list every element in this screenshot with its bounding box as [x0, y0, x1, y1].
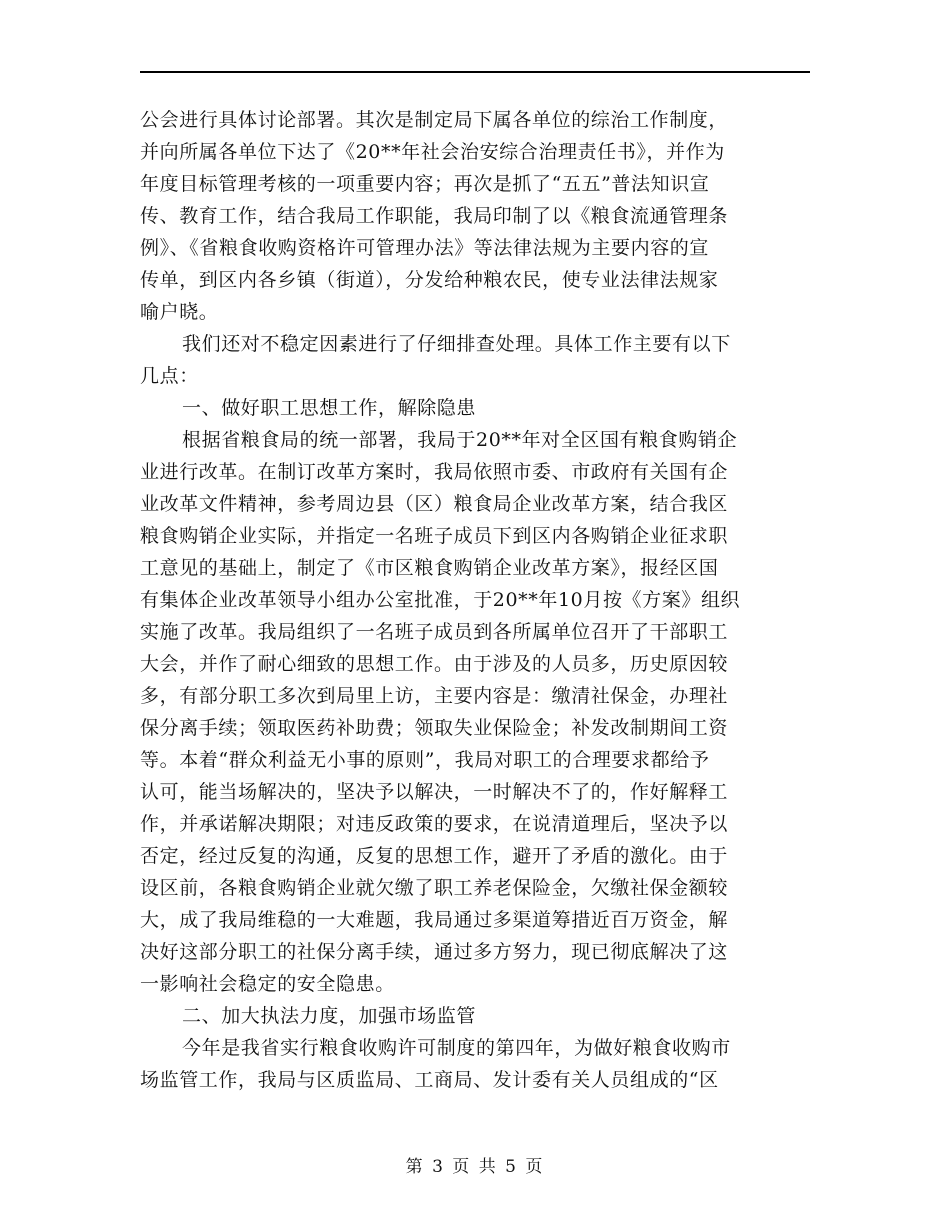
- paragraph-line: 业进行改革。在制订改革方案时，我局依照市委、市政府有关国有企: [140, 461, 729, 483]
- paragraph-line: 决好这部分职工的社保分离手续，通过多方努力，现已彻底解决了这: [140, 941, 729, 963]
- paragraph-line: 认可，能当场解决的，坚决予以解决，一时解决不了的，作好解释工: [140, 781, 729, 803]
- paragraph-line: 多，有部分职工多次到局里上访，主要内容是：缴清社保金，办理社: [140, 685, 729, 707]
- paragraph-line: 有集体企业改革领导小组办公室批准，于20**年10月按《方案》组织: [140, 589, 741, 611]
- paragraph-line: 年度目标管理考核的一项重要内容；再次是抓了“五五”普法知识宣: [140, 173, 710, 195]
- paragraph-line: 实施了改革。我局组织了一名班子成员到各所属单位召开了干部职工: [140, 621, 729, 643]
- paragraph-line: 场监管工作，我局与区质监局、工商局、发计委有关人员组成的“区: [140, 1069, 719, 1091]
- paragraph-line: 大，成了我局维稳的一大难题，我局通过多渠道筹措近百万资金，解: [140, 909, 729, 931]
- paragraph-line: 大会，并作了耐心细致的思想工作。由于涉及的人员多，历史原因较: [140, 653, 729, 675]
- paragraph-line: 例》、《省粮食收购资格许可管理办法》等法律法规为主要内容的宣: [140, 237, 710, 259]
- paragraph-line: 今年是我省实行粮食收购许可制度的第四年，为做好粮食收购市: [182, 1037, 731, 1059]
- paragraph-line: 根据省粮食局的统一部署，我局于20**年对全区国有粮食购销企: [182, 429, 738, 451]
- paragraph-line: 几点：: [140, 365, 199, 387]
- section-heading: 二、加大执法力度，加强市场监管: [182, 1005, 477, 1027]
- paragraph-line: 传单，到区内各乡镇（街道），分发给种粮农民，使专业法律法规家: [140, 269, 719, 291]
- paragraph-line: 公会进行具体讨论部署。其次是制定局下属各单位的综治工作制度，: [140, 109, 729, 131]
- page-number-footer: 第 3 页 共 5 页: [405, 1157, 545, 1177]
- paragraph-line: 粮食购销企业实际，并指定一名班子成员下到区内各购销企业征求职: [140, 525, 729, 547]
- paragraph-line: 作，并承诺解决期限；对违反政策的要求，在说清道理后，坚决予以: [140, 813, 729, 835]
- paragraph-line: 否定，经过反复的沟通，反复的思想工作，避开了矛盾的激化。由于: [140, 845, 729, 867]
- paragraph-line: 保分离手续；领取医药补助费；领取失业保险金；补发改制期间工资: [140, 717, 729, 739]
- paragraph-line: 一影响社会稳定的安全隐患。: [140, 973, 395, 995]
- paragraph-line: 我们还对不稳定因素进行了仔细排查处理。具体工作主要有以下: [182, 333, 731, 355]
- section-heading: 一、做好职工思想工作，解除隐患: [182, 397, 477, 419]
- paragraph-line: 设区前，各粮食购销企业就欠缴了职工养老保险金，欠缴社保金额较: [140, 877, 729, 899]
- paragraph-line: 并向所属各单位下达了《20**年社会治安综合治理责任书》，并作为: [140, 141, 725, 163]
- paragraph-line: 喻户晓。: [140, 301, 219, 323]
- paragraph-line: 业改革文件精神，参考周边县（区）粮食局企业改革方案，结合我区: [140, 493, 729, 515]
- paragraph-line: 等。本着“群众利益无小事的原则”，我局对职工的合理要求都给予: [140, 749, 710, 771]
- header-rule: [140, 71, 810, 73]
- paragraph-line: 传、教育工作，结合我局工作职能，我局印制了以《粮食流通管理条: [140, 205, 729, 227]
- body-text: [140, 104, 805, 1096]
- paragraph-line: 工意见的基础上，制定了《市区粮食购销企业改革方案》，报经区国: [140, 557, 719, 579]
